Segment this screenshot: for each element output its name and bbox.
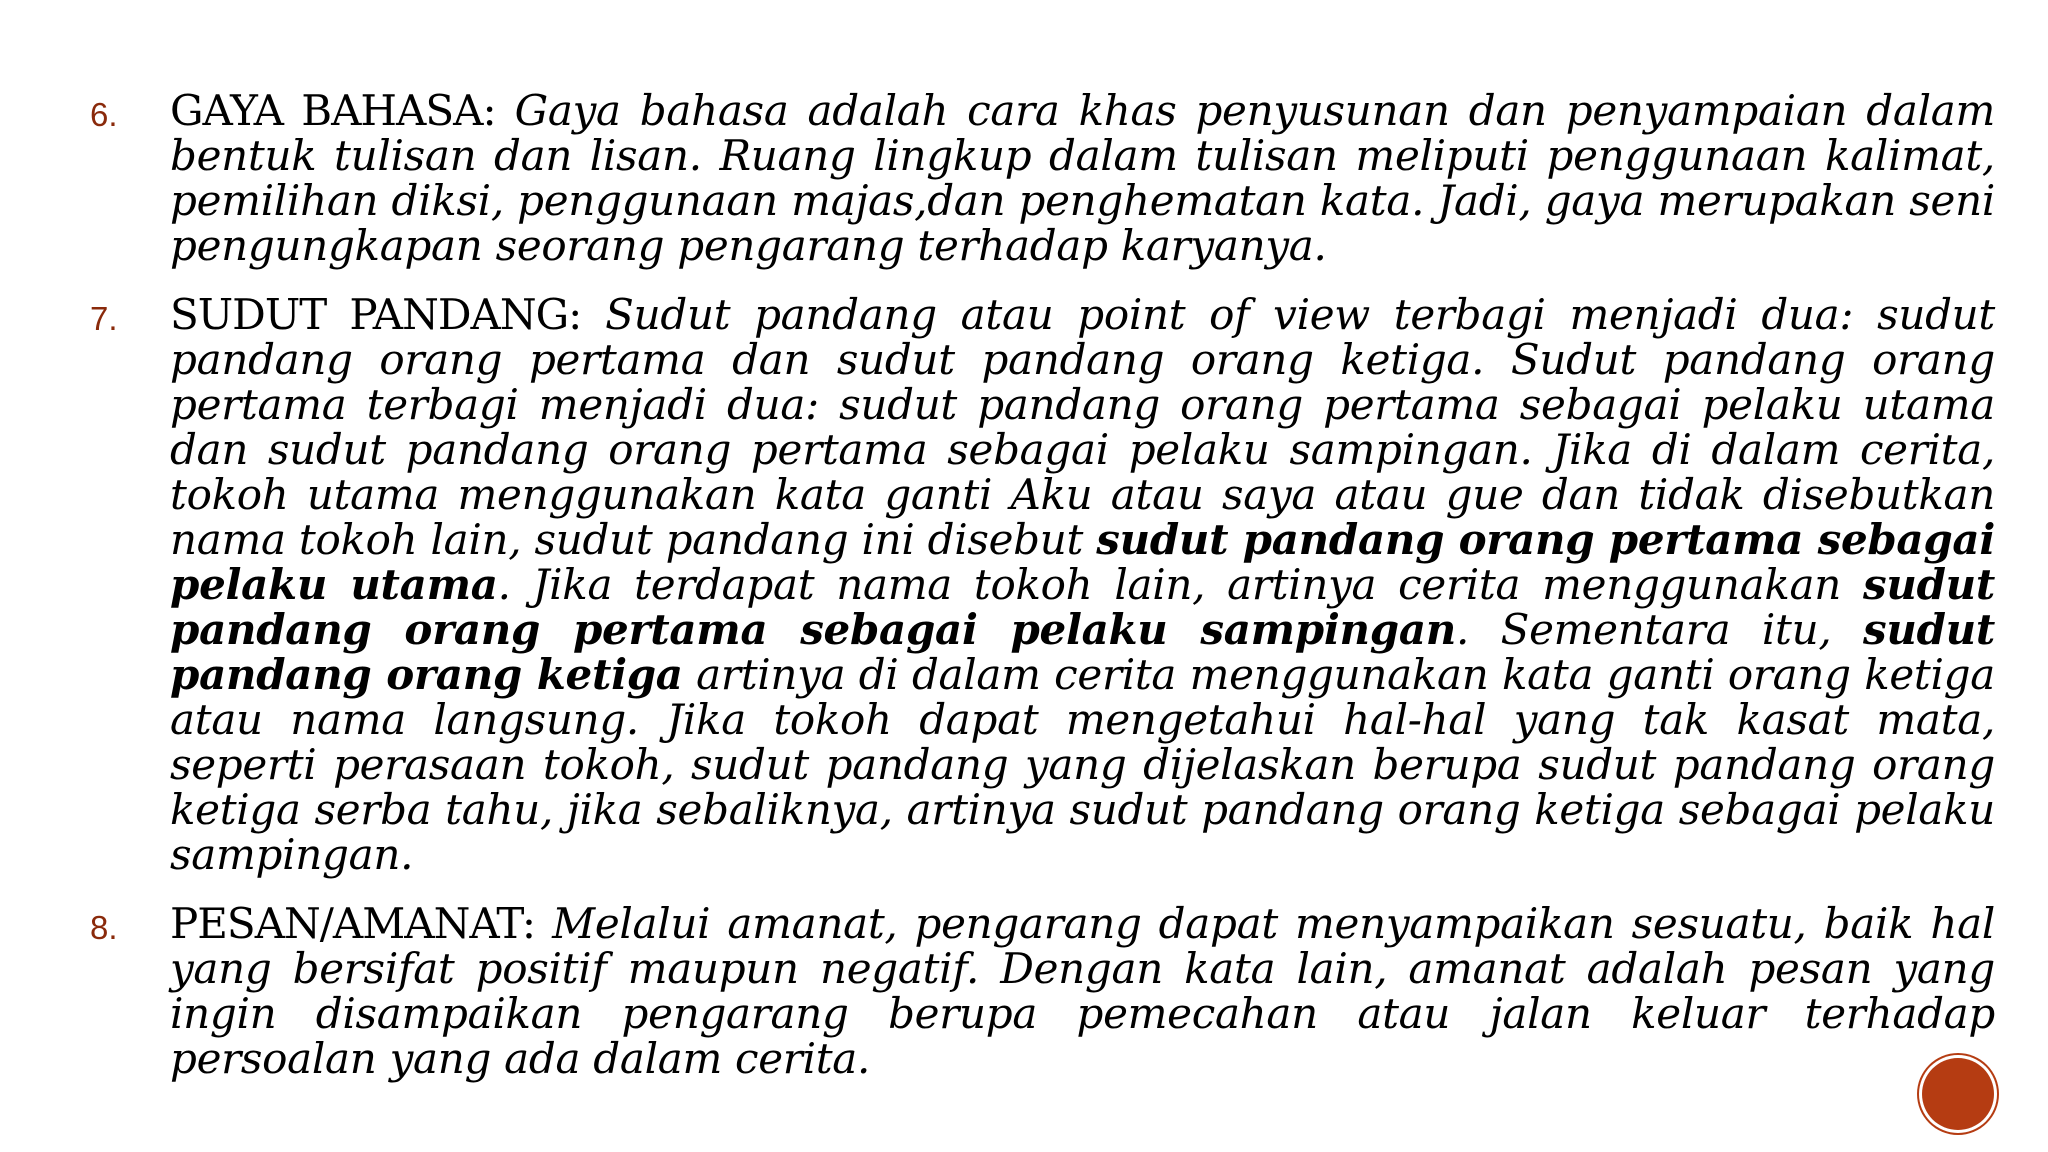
item-text: . Jika terdapat nama tokoh lain, artinya cerita menggunakan <box>497 560 1842 609</box>
item-text: Sudut pandang atau point of view terbagi menjadi dua: sudut pandang orang pertama dan sudut pandang orang ketiga. Sudut pandang orang pertama terbagi menjadi dua: sudut pandang orang pertama sebagai pelaku utama dan sudut pandang orang pertama sebagai pelaku sampingan. Jika di dalam cerita, tokoh utama menggunakan kata ganti Aku atau saya atau gue dan tidak disebutkan nama tokoh lain, sudut pandang ini disebut <box>170 290 1995 564</box>
decorative-circle <box>1922 1058 1994 1130</box>
bold-term: sudut pandang orang ketiga <box>170 605 1996 699</box>
item-heading: GAYA BAHASA: <box>170 86 496 135</box>
item-text: artinya di dalam cerita menggunakan kata ganti orang ketiga atau nama langsung. Jika tokoh dapat mengetahui hal-hal yang tak kasat mata, seperti perasaan tokoh, sudut pandang yang dijelaskan berupa sudut pandang orang ketiga serba tahu, jika sebaliknya, artinya sudut pandang orang ketiga sebagai pelaku sampingan. <box>170 650 1995 879</box>
list-number: 8. <box>90 909 118 946</box>
item-text: Melalui amanat, pengarang dapat menyampaikan sesuatu, baik hal yang bersifat positif maupun negatif. Dengan kata lain, amanat adalah pesan yang ingin disampaikan pengarang berupa pemecahan atau jalan keluar terhadap persoalan yang ada dalam cerita. <box>170 899 1995 1083</box>
item-text: Gaya bahasa adalah cara khas penyusunan dan penyampaian dalam bentuk tulisan dan lisan. Ruang lingkup dalam tulisan meliputi penggunaan kalimat, pemilihan diksi, penggunaan majas,dan penghematan kata. Jadi, gaya merupakan seni pengungkapan seorang pengarang terhadap karyanya. <box>170 86 1995 270</box>
paragraph <box>170 292 1995 877</box>
list-number: 6. <box>90 96 118 133</box>
item-heading: PESAN/AMANAT: <box>170 899 536 948</box>
paragraph <box>170 88 1995 268</box>
paragraph <box>170 901 1995 1081</box>
list-item-pesan-amanat <box>90 901 1995 1081</box>
list-item-sudut-pandang <box>90 292 1995 877</box>
list-number: 7. <box>90 300 118 337</box>
list-item-gaya-bahasa <box>90 88 1995 268</box>
item-text: . Sementara itu, <box>1455 605 1832 654</box>
numbered-list <box>90 88 1995 1105</box>
item-heading: SUDUT PANDANG: <box>170 290 582 339</box>
bold-term: sudut pandang orang pertama sebagai pelaku utama <box>170 515 1995 609</box>
bold-term: sudut pandang orang pertama sebagai pelaku sampingan <box>170 560 1995 654</box>
